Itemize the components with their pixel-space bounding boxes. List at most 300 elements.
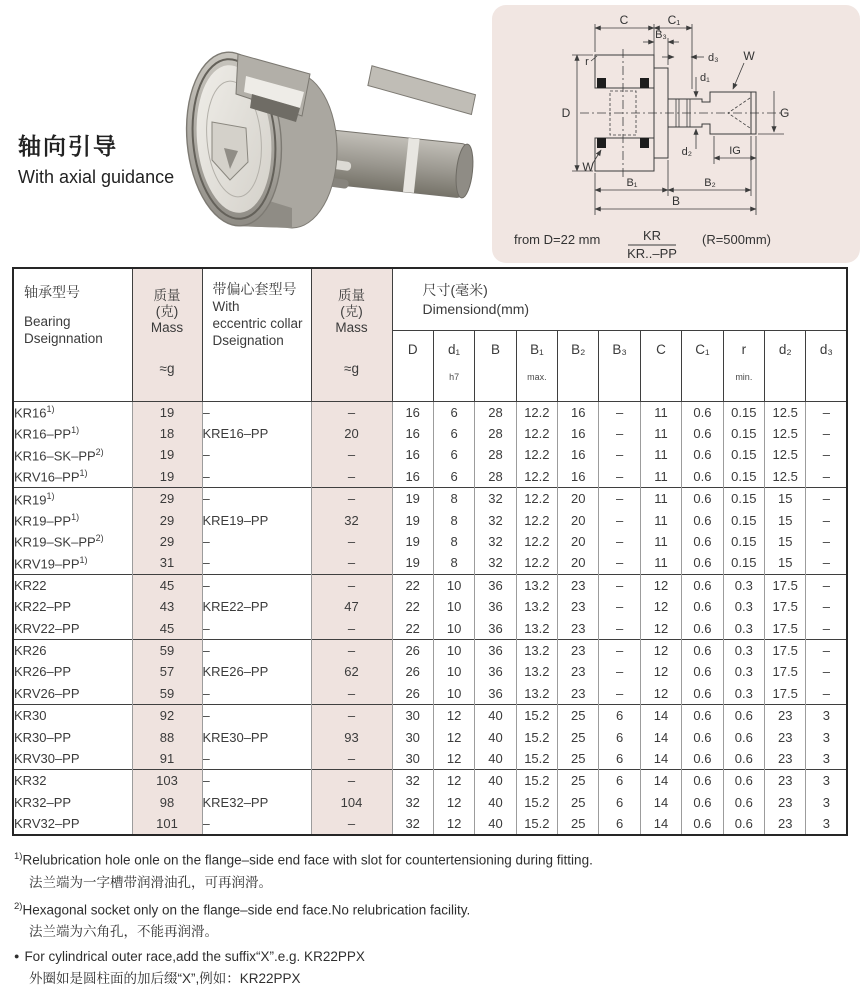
dimension-cell: 8 [433,509,474,530]
dim-label-d3: d₃ [708,52,719,64]
table-row [13,466,847,488]
dimension-cell: 19 [392,552,433,574]
eccentric-designation-cell: KRE16–PP [202,423,311,444]
eccentric-mass-cell: 62 [311,661,392,682]
dimension-cell: 0.15 [723,444,764,465]
dimension-cell: 20 [558,531,599,552]
dimension-cell: 40 [475,704,516,726]
dimension-cell: – [599,531,640,552]
dim-col-header: d₁ h7 [433,330,474,401]
dimension-cell: 12 [640,683,681,705]
bearing-spec-table [12,267,848,836]
seal-bottom-right [640,138,649,148]
mass-header-en: Mass [150,320,184,335]
eccentric-designation-cell: – [202,704,311,726]
eccentric-designation-cell: – [202,552,311,574]
dimension-cell: 6 [599,813,640,835]
mass-cell: 59 [132,683,202,705]
dimension-cell: 12.5 [765,423,806,444]
mass-cell: 29 [132,531,202,552]
eccentric-designation-cell: KRE30–PP [202,726,311,747]
dimension-cell: – [806,617,847,639]
dimension-cell: 19 [392,509,433,530]
dimension-cell: – [806,509,847,530]
eccentric-designation-cell: – [202,466,311,488]
dimension-cell: 40 [475,813,516,835]
dimension-cell: 6 [599,704,640,726]
bearing-designation-cell: KRV26–PP [14,685,80,701]
dimension-cell: 20 [558,509,599,530]
bearing-designation-cell: KR26–PP [14,664,72,680]
dimension-cell: – [599,552,640,574]
dim-col-header: C₁ [682,330,723,401]
dimension-cell: 0.6 [682,683,723,705]
dimension-cell: 0.15 [723,531,764,552]
dimension-cell: 22 [392,617,433,639]
footnote-marker: 2) [14,900,23,912]
dimension-cell: – [599,444,640,465]
eccentric-mass-cell: – [311,639,392,661]
dimension-cell: 14 [640,813,681,835]
dimension-cell: 28 [475,401,516,423]
table-row [13,401,847,423]
bearing-designation-cell: KRV19–PP$^{1)}$ [14,554,88,572]
dimension-cell: 6 [433,423,474,444]
dim-label-W-bottom: W [582,160,594,174]
dimension-cell: 3 [806,704,847,726]
table-row [13,704,847,726]
mass-header-zh2: (克) [155,304,179,319]
dimension-cell: – [806,423,847,444]
dimension-cell: – [599,509,640,530]
table-row [13,726,847,747]
section-drawing [492,5,860,263]
dimension-cell: 11 [640,423,681,444]
dim-label-B3: B₃ [655,29,667,41]
eccentric-designation-cell: – [202,770,311,792]
eccentric-mass-cell: – [311,704,392,726]
eccentric-designation-cell: KRE32–PP [202,792,311,813]
dim-label-G: G [780,106,790,120]
dimension-cell: 12.2 [516,423,557,444]
dimension-cell: 12.5 [765,401,806,423]
eccentric-mass-cell: – [311,466,392,488]
eccentric-mass-cell: – [311,813,392,835]
dim-label-C1: C₁ [667,13,681,27]
dim-col-header: d₃ [806,330,847,401]
dimension-cell: 19 [392,531,433,552]
dimension-cell: 16 [558,466,599,488]
bearing-designation-cell: KR16$^{1)}$ [14,404,55,421]
dimension-cell: 40 [475,792,516,813]
eccentric-designation-cell: – [202,401,311,423]
bearing-designation-cell: KR19–PP$^{1)}$ [14,511,80,529]
dim-label-W-top: W [743,49,755,63]
dim-col-header: d₂ [765,330,806,401]
eccentric-header-en2: eccentric collar [212,316,303,331]
dimension-cell: 0.6 [682,596,723,617]
footnote-marker: 1) [14,851,23,862]
dimension-cell: 3 [806,813,847,835]
dimension-cell: 6 [433,401,474,423]
dimension-cell: 16 [558,401,599,423]
dimension-cell: 26 [392,683,433,705]
dim-label-B: B [671,194,681,208]
dimension-cell: 6 [599,770,640,792]
dimension-cell: 17.5 [765,661,806,682]
dimension-cell: 0.6 [682,423,723,444]
dimension-cell: 26 [392,661,433,682]
table-row [13,661,847,682]
dimension-cell: 0.3 [723,574,764,596]
dimension-cell: 25 [558,748,599,770]
dimension-cell: – [806,488,847,510]
dimension-cell: – [806,401,847,423]
dim-label-C: C [619,13,629,27]
axial-guidance-label [18,128,174,188]
dimension-cell: 25 [558,813,599,835]
eccentric-mass-cell: – [311,617,392,639]
dimension-cell: 23 [765,813,806,835]
dimension-cell: 12 [640,574,681,596]
dimension-cell: 10 [433,683,474,705]
dimension-cell: 32 [392,813,433,835]
dimension-cell: 12.2 [516,552,557,574]
table-row [13,444,847,465]
dimension-cell: 23 [558,639,599,661]
dimension-cell: 6 [599,748,640,770]
dimension-cell: 11 [640,401,681,423]
dimension-cell: 30 [392,704,433,726]
bearing-photo-illustration [150,42,490,242]
dimension-cell: 16 [558,423,599,444]
dimension-cell: – [806,683,847,705]
table-row [13,813,847,835]
dimension-cell: 10 [433,639,474,661]
dimension-cell: 0.6 [682,661,723,682]
mass-cell: 88 [132,726,202,747]
dimension-cell: – [806,596,847,617]
mass-cell: 31 [132,552,202,574]
dimension-cell: 0.6 [682,401,723,423]
eccentric-mass-cell: – [311,552,392,574]
dimension-cell: 16 [558,444,599,465]
dim-label-d2: d₂ [681,146,692,158]
eccentric-mass-cell: 20 [311,423,392,444]
dimension-cell: 32 [475,488,516,510]
bearing-designation-cell: KR16–PP$^{1)}$ [14,425,80,442]
eccentric-mass-cell: – [311,770,392,792]
series-fraction-bottom: KR..–PP [627,246,677,261]
dimension-cell: 12 [433,792,474,813]
bearing-designation-cell: KR19–SK–PP$^{2)}$ [14,533,104,550]
dimension-cell: 12 [433,704,474,726]
dim-col-header: D [392,330,433,401]
mass-header [132,268,202,401]
mass-cell: 29 [132,509,202,530]
dimension-cell: 0.6 [682,617,723,639]
dimension-cell: – [599,574,640,596]
dim-label-D: D [561,106,571,120]
dimension-cell: 23 [765,770,806,792]
dimension-cell: 16 [392,466,433,488]
bearing-designation-cell: KRV16–PP$^{1)}$ [14,468,88,485]
dimension-cell: 20 [558,488,599,510]
dimension-cell: 22 [392,574,433,596]
dimension-cell: 3 [806,748,847,770]
dimension-cell: 36 [475,661,516,682]
dimension-cell: 22 [392,596,433,617]
ecc-mass-header-zh1: 质量 [338,288,365,303]
dimension-cell: 12.2 [516,509,557,530]
eccentric-mass-cell: – [311,531,392,552]
eccentric-collar-header [202,268,311,401]
dimension-cell: 13.2 [516,683,557,705]
eccentric-mass-cell: – [311,748,392,770]
eccentric-mass-cell: – [311,444,392,465]
series-fraction-top: KR [642,228,662,243]
dimension-cell: 14 [640,792,681,813]
dimension-cell: 0.6 [723,813,764,835]
dimension-cell: 23 [765,792,806,813]
dimension-cell: 0.6 [682,792,723,813]
dimension-cell: 13.2 [516,574,557,596]
ecc-mass-header-unit: ≈g [344,361,359,376]
dimension-cell: 32 [475,552,516,574]
dimension-cell: 28 [475,466,516,488]
dimension-cell: 25 [558,704,599,726]
dimension-cell: 23 [558,574,599,596]
eccentric-designation-cell: – [202,617,311,639]
eccentric-mass-cell: 47 [311,596,392,617]
dim-label-d1: d₁ [700,72,710,84]
table-row [13,574,847,596]
dimension-cell: 12.2 [516,444,557,465]
dimension-cell: 15.2 [516,748,557,770]
dimension-cell: – [806,552,847,574]
dimension-cell: 30 [392,726,433,747]
table-row [13,748,847,770]
dimension-cell: 17.5 [765,683,806,705]
table-row [13,531,847,552]
dimension-cell: 0.15 [723,488,764,510]
footnotes [14,846,593,992]
dimension-cell: 0.3 [723,617,764,639]
dimension-cell: 12 [640,596,681,617]
table-row [13,683,847,705]
dimension-cell: 0.6 [682,813,723,835]
dimension-cell: 11 [640,488,681,510]
dimension-cell: 10 [433,574,474,596]
mass-cell: 59 [132,639,202,661]
eccentric-header-zh: 带偏心套型号 [212,281,297,297]
mass-cell: 18 [132,423,202,444]
dimension-cell: 16 [392,444,433,465]
dimension-cell: 40 [475,748,516,770]
dimension-cell: 8 [433,488,474,510]
dimension-cell: 0.6 [723,726,764,747]
dimension-cell: 13.2 [516,639,557,661]
dimension-cell: 8 [433,531,474,552]
dimension-cell: 0.6 [682,509,723,530]
dimension-cell: 20 [558,552,599,574]
dimension-cell: 13.2 [516,661,557,682]
dimension-cell: 12.5 [765,444,806,465]
mass-cell: 19 [132,466,202,488]
dimension-cell: 17.5 [765,639,806,661]
mass-cell: 98 [132,792,202,813]
dimension-cell: 23 [558,617,599,639]
mass-cell: 92 [132,704,202,726]
bearing-header-zh: 轴承型号 [24,284,80,300]
dimension-cell: 25 [558,792,599,813]
dimension-cell: 23 [765,748,806,770]
dimension-cell: 13.2 [516,596,557,617]
dimension-cell: 0.6 [682,444,723,465]
dimension-cell: 0.6 [682,748,723,770]
eccentric-designation-cell: – [202,574,311,596]
dimension-cell: – [599,683,640,705]
table-row [13,617,847,639]
dimension-diagram-panel [492,5,860,263]
dimension-cell: 15 [765,488,806,510]
bearing-designation-cell: KRV30–PP [14,750,80,766]
dimension-cell: 32 [475,531,516,552]
dimension-cell: 26 [392,639,433,661]
dimension-cell: 11 [640,509,681,530]
dimension-cell: 15.2 [516,813,557,835]
dimension-cell: 14 [640,770,681,792]
dimension-cell: 0.3 [723,596,764,617]
bearing-designation-cell: KR32 [13,770,132,792]
bearing-designation-cell: KR22–PP [14,599,72,615]
table-row [13,596,847,617]
dimensions-header-zh: 尺寸(毫米) [422,282,488,298]
dim-label-IG: IG [729,145,741,157]
seal-bottom-left [597,138,606,148]
dimension-cell: 12 [640,617,681,639]
dimension-cell: 23 [765,726,806,747]
footnote: $^{1)}$Relubrication hole onle on the flange–side end face with slot for countertensioning during fitting. 法兰端为一字槽带润滑油孔，可再润滑。 [14,851,593,890]
dimension-cell: – [599,466,640,488]
dimension-cell: 0.6 [723,748,764,770]
eccentric-designation-cell: – [202,748,311,770]
dimension-cell: – [806,531,847,552]
footnote: ● For cylindrical outer race,add the suffix“X”.e.g. KR22PPX 外圈如是圆柱面的加后缀“X”,例如：KR22PPX [14,949,365,986]
bearing-designation-cell: KRV22–PP [14,620,80,636]
dimension-cell: – [599,639,640,661]
dimension-cell: 15 [765,531,806,552]
dimension-cell: 17.5 [765,617,806,639]
dimension-cell: 23 [765,704,806,726]
eccentric-mass-cell: 104 [311,792,392,813]
dimension-cell: 15 [765,552,806,574]
dimension-cell: 0.6 [682,704,723,726]
dimension-cell: 15.2 [516,704,557,726]
bearing-designation-cell: KR26 [13,639,132,661]
eccentric-designation-cell: – [202,444,311,465]
dimension-cell: 0.6 [682,531,723,552]
dimension-cell: 28 [475,423,516,444]
dimension-cell: – [599,488,640,510]
table-row [13,639,847,661]
eccentric-designation-cell: – [202,683,311,705]
dimension-cell: 15 [765,509,806,530]
dimension-cell: 16 [392,423,433,444]
dimension-cell: 3 [806,726,847,747]
dimension-cell: – [806,574,847,596]
bearing-designation-cell: KR30–PP [14,729,72,745]
mass-cell: 45 [132,617,202,639]
mass-header-unit: ≈g [159,361,175,376]
dimension-cell: 6 [433,466,474,488]
dimension-cell: 32 [475,509,516,530]
dimension-cell: – [599,401,640,423]
dimension-cell: 0.6 [682,574,723,596]
dimension-cell: 36 [475,683,516,705]
bearing-designation-cell: KR32–PP [14,794,72,810]
eccentric-designation-cell: KRE22–PP [202,596,311,617]
dimension-cell: 15.2 [516,726,557,747]
dimension-cell: 6 [599,792,640,813]
dimension-cell: 12.2 [516,488,557,510]
diagram-caption-range: from D=22 mm [514,232,601,247]
dimension-cell: 23 [558,596,599,617]
dimension-cell: 25 [558,770,599,792]
dim-col-header: B₂ [558,330,599,401]
bearing-designation-cell: KR16–SK–PP$^{2)}$ [14,446,104,464]
eccentric-header-en1: With [212,299,240,314]
dimension-cell: 0.3 [723,683,764,705]
dimension-cell: 6 [433,444,474,465]
dimension-cell: 40 [475,726,516,747]
dimension-cell: 36 [475,596,516,617]
dimension-cell: 12 [640,639,681,661]
bearing-designation-header [13,268,132,401]
dimension-cell: 0.6 [682,726,723,747]
eccentric-designation-cell: – [202,531,311,552]
dimension-cell: 3 [806,770,847,792]
dimension-cell: 10 [433,617,474,639]
dimension-cell: 12 [433,813,474,835]
bearing-designation-cell: KR30 [13,704,132,726]
table-row [13,770,847,792]
table-row [13,488,847,510]
dimension-cell: 11 [640,444,681,465]
dimension-cell: 10 [433,596,474,617]
dimension-cell: – [599,596,640,617]
eccentric-mass-cell: – [311,683,392,705]
dimension-cell: – [806,639,847,661]
eccentric-designation-cell: – [202,488,311,510]
dim-col-header: B₃ [599,330,640,401]
dimension-cell: 36 [475,617,516,639]
dim-label-r: r [585,56,589,68]
dimension-cell: 36 [475,574,516,596]
dimension-cell: 0.6 [682,552,723,574]
dimension-cell: 12.2 [516,531,557,552]
dimension-cell: 17.5 [765,574,806,596]
dimension-cell: 12 [433,726,474,747]
dimension-cell: 16 [392,401,433,423]
dimension-cell: 0.6 [682,639,723,661]
dimension-cell: 23 [558,683,599,705]
eccentric-designation-cell: KRE26–PP [202,661,311,682]
dimension-cell: 36 [475,639,516,661]
dimension-cell: 40 [475,770,516,792]
table-row [13,552,847,574]
table-row [13,423,847,444]
